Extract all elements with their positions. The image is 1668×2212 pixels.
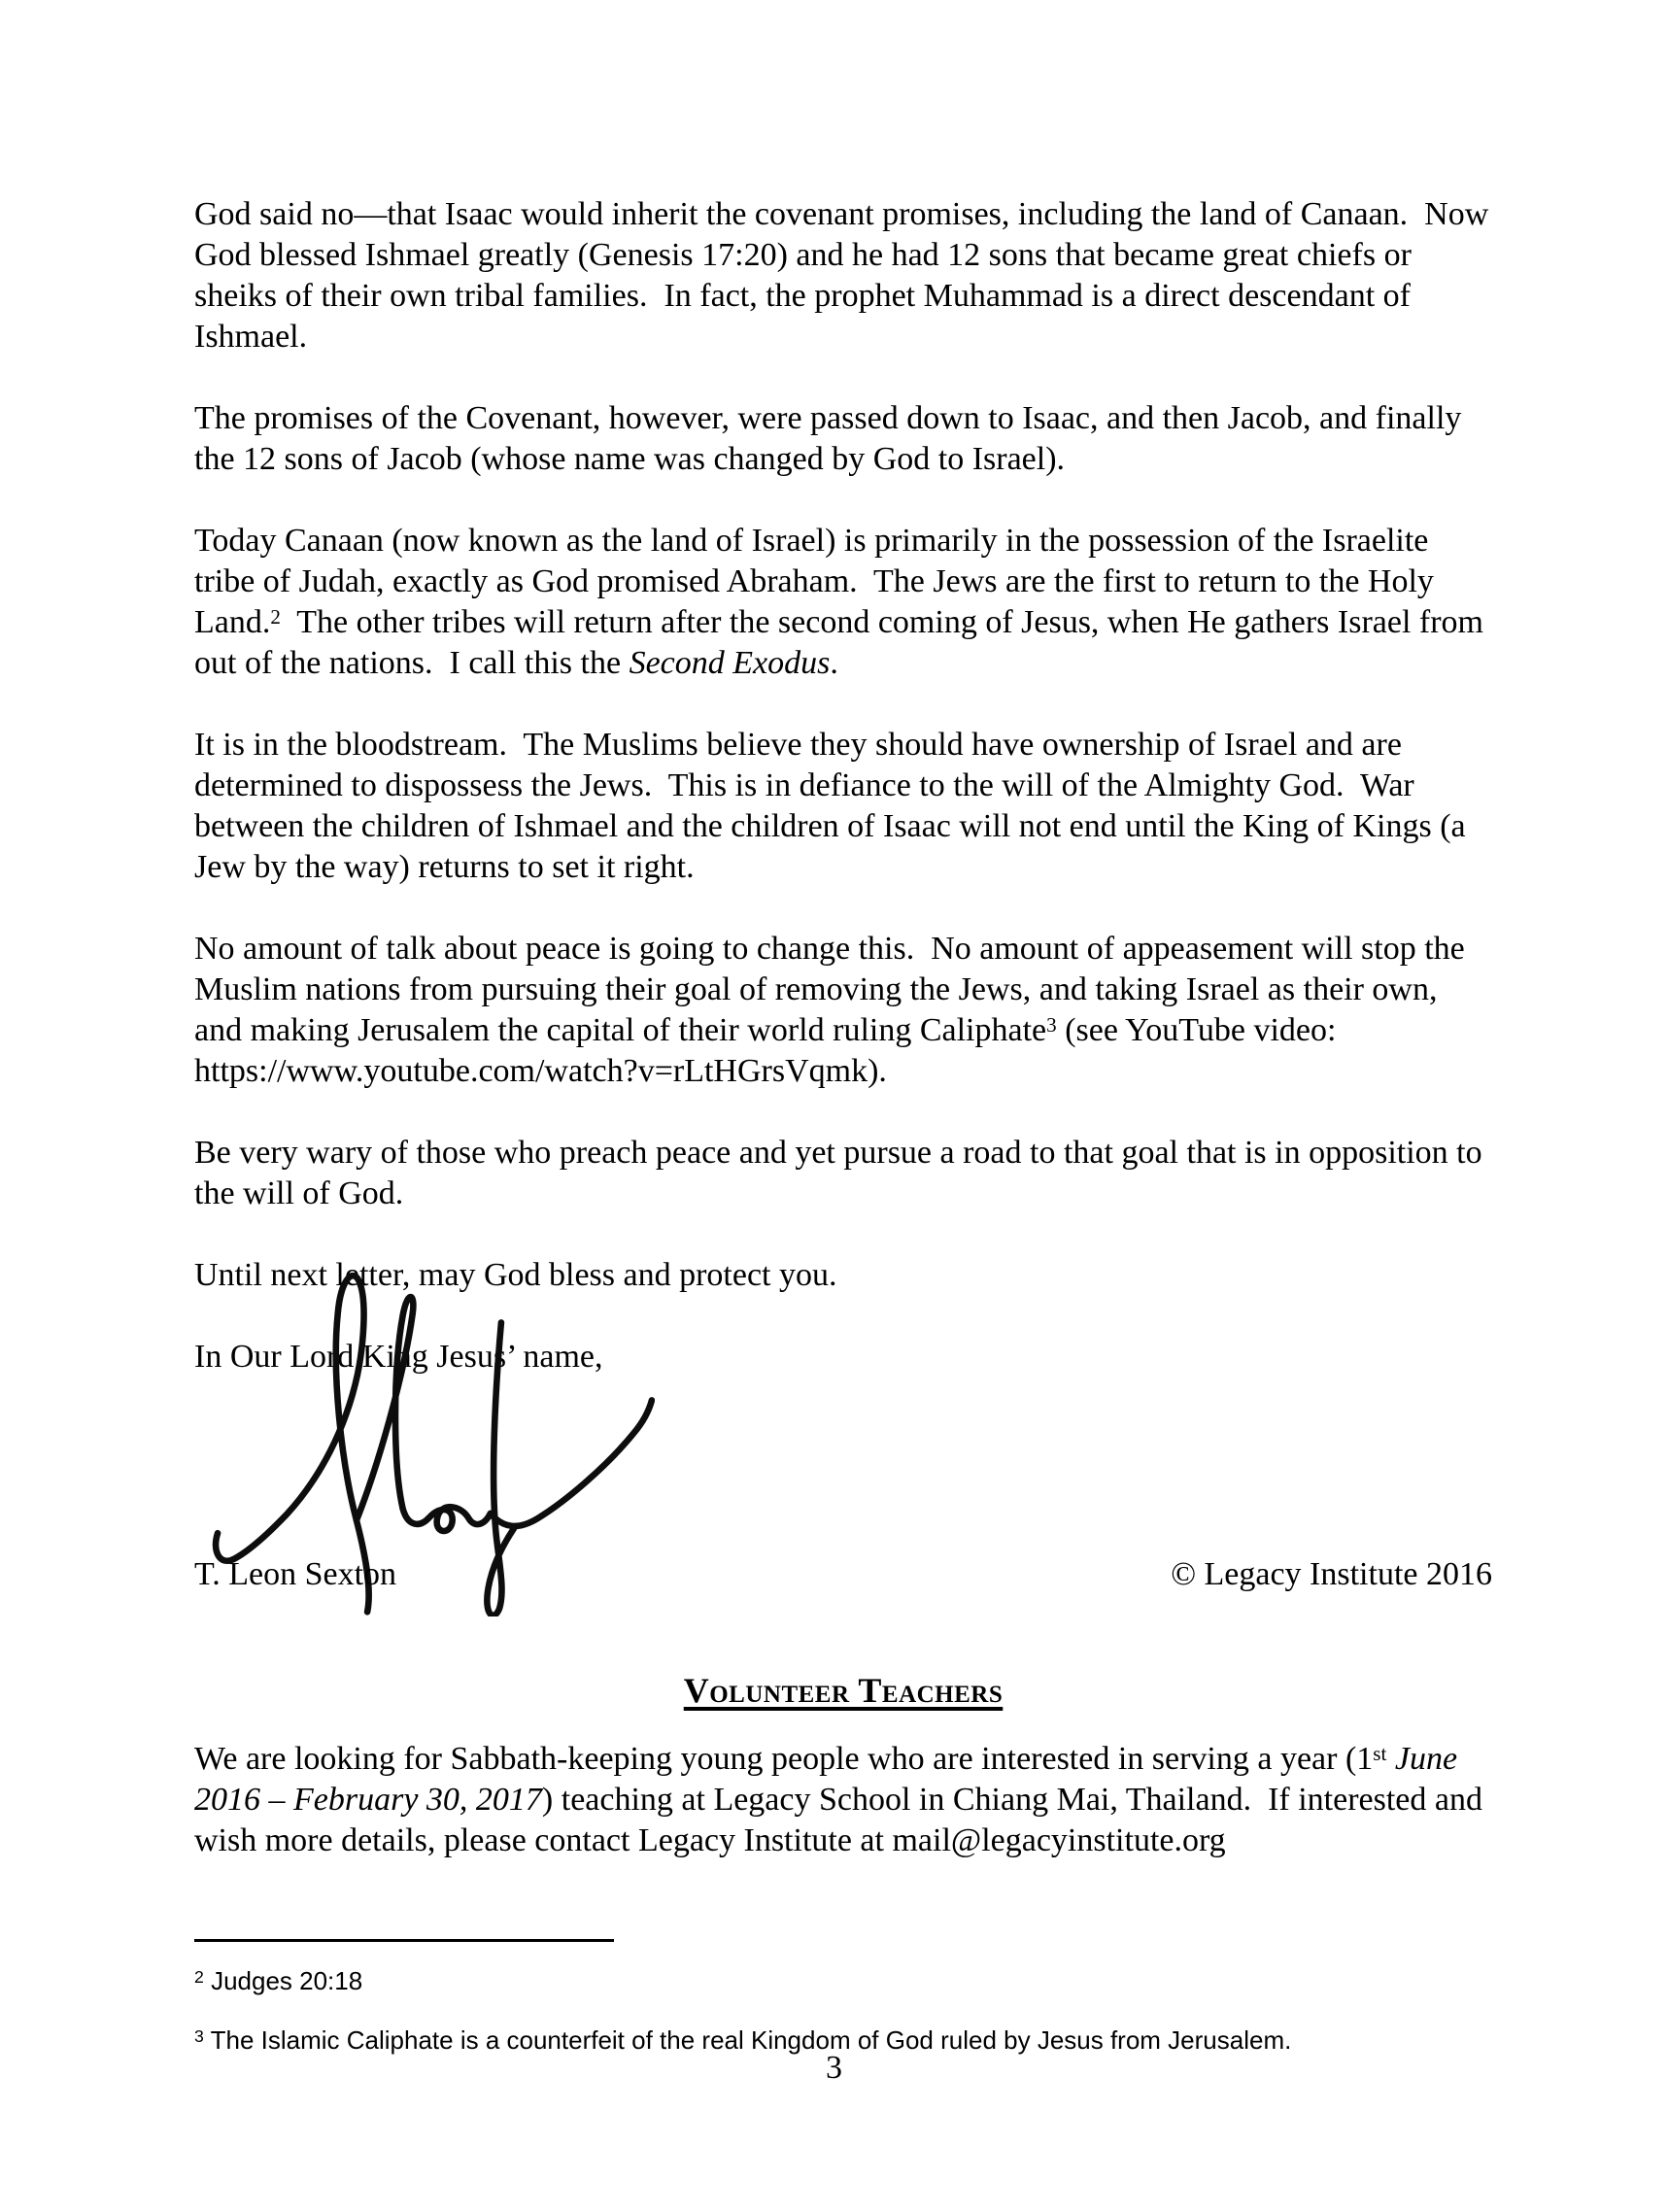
text-run: Until next letter, may God bless and protect you.	[194, 1257, 837, 1293]
letter-body	[194, 194, 1497, 1418]
letter-paragraph	[194, 1133, 1492, 1214]
text-run: Be very wary of those who preach peace and yet pursue a road to that goal that is in opposition to the will of God.	[194, 1135, 1491, 1211]
text-run: 3	[1046, 1012, 1057, 1037]
text-run: .	[830, 645, 838, 681]
sender-name: T. Leon Sexton	[194, 1556, 397, 1592]
text-run: It is in the bloodstream. The Muslims believe they should have ownership of Israel and are determined to dispossess the Jews. This is in defiance to the will of the Almighty God. War between the children of Ishmael and the children of Isaac will not end until the King of Kings (a Jew by the way) returns to set it right.	[194, 727, 1475, 885]
text-run	[1386, 1741, 1395, 1777]
text-run: God said no—that Isaac would inherit the covenant promises, including the land of Canaan. Now God blessed Ishmael greatly (Genesis 17:20) and he had 12 sons that became great chiefs or sheiks of their own tribal families. In fact, the prophet Muhammad is a direct descendant of Ishmael.	[194, 196, 1497, 355]
page-number: 3	[826, 2050, 842, 2086]
text-run: No amount of talk about peace is going to change this. No amount of appeasement will stop the Muslim nations from pursuing their goal of removing the Jews, and taking Israel as their own, and making Jerusalem the capital of their world ruling Caliphate	[194, 931, 1474, 1048]
letter-paragraph	[194, 521, 1492, 684]
text-run: 2	[270, 604, 281, 629]
footnote-separator	[194, 1939, 614, 1942]
text-run: The other tribes will return after the second coming of Jesus, when He gathers Israel from out of the nations. I call this the	[194, 604, 1492, 681]
text-run: We are looking for Sabbath-keeping young people who are interested in serving a year (1	[194, 1741, 1374, 1777]
text-run: st	[1373, 1741, 1387, 1765]
footnote-marker: 2	[194, 1966, 204, 1987]
volunteer-teachers-section	[194, 1669, 1492, 1861]
text-run: Second Exodus	[629, 645, 831, 681]
letter-paragraph	[194, 398, 1492, 480]
text-run: (see YouTube video: https://www.youtube.com/watch?v=rLtHGrsVqmk).	[194, 1012, 1345, 1089]
footnote-text: Judges 20:18	[203, 1966, 363, 1995]
text-run: In Our Lord King Jesus’ name,	[194, 1339, 603, 1375]
footnote	[194, 1965, 1492, 1996]
copyright-notice: © Legacy Institute 2016	[1171, 1556, 1492, 1592]
signoff-row	[194, 1554, 1492, 1595]
text-run: June 2016 – February 30, 2017	[194, 1741, 1466, 1818]
section-heading-row	[194, 1669, 1492, 1712]
footnote-text: The Islamic Caliphate is a counterfeit of the real Kingdom of God ruled by Jesus from Jerusalem.	[203, 2025, 1292, 2055]
letter-paragraph	[194, 194, 1497, 357]
footnote-marker: 3	[194, 2025, 204, 2046]
letter-paragraph	[194, 929, 1492, 1092]
text-run: Today Canaan (now known as the land of Israel) is primarily in the possession of the Israelite tribe of Judah, exactly as God promised Abraham. The Jews are the first to return to the Holy Land.	[194, 523, 1443, 640]
text-run: ) teaching at Legacy School in Chiang Mai, Thailand. If interested and wish more details, please contact Legacy Institute at mail@legacyinstitute.org	[194, 1782, 1491, 1858]
section-heading: Volunteer Teachers	[683, 1671, 1004, 1710]
text-run: The promises of the Covenant, however, were passed down to Isaac, and then Jacob, and finally the 12 sons of Jacob (whose name was changed by God to Israel).	[194, 400, 1470, 477]
footnote-list	[194, 1965, 1492, 2056]
volunteer-paragraph	[194, 1739, 1492, 1861]
letter-paragraph	[194, 725, 1492, 888]
